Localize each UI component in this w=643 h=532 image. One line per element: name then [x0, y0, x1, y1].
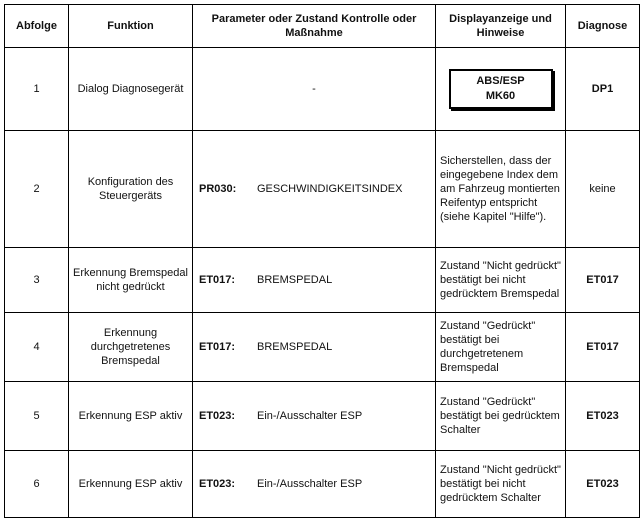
display-cell: Sicherstellen, dass der eingegebene Index dem am Fahrzeug montierten Reifentyp entspricht (siehe Kapitel "Hilfe"). — [436, 131, 566, 248]
step-cell: 5 — [5, 382, 69, 451]
diagnosis-cell: ET023 — [566, 382, 640, 451]
table-row — [5, 313, 640, 382]
parameter-code: ET023: — [199, 478, 236, 490]
parameter-name: BREMSPEDAL — [257, 274, 333, 286]
parameter-code: PR030: — [199, 183, 237, 195]
display-cell: Zustand "Nicht gedrückt" bestätigt bei nicht gedrücktem Schalter — [436, 451, 566, 518]
table-row — [5, 382, 640, 451]
function-cell: Konfiguration des Steuergeräts — [69, 131, 193, 248]
function-cell: Erkennung ESP aktiv — [69, 451, 193, 518]
parameter-name: BREMSPEDAL — [257, 341, 333, 353]
parameter-cell — [193, 248, 436, 313]
step-cell: 6 — [5, 451, 69, 518]
table-row — [5, 451, 640, 518]
display-box-line1: ABS/ESP — [476, 75, 525, 87]
header-display: Displayanzeige und Hinweise — [436, 5, 566, 48]
diagnosis-cell: DP1 — [566, 48, 640, 131]
diagnosis-cell: ET023 — [566, 451, 640, 518]
header-parameter: Parameter oder Zustand Kontrolle oder Maßnahme — [193, 5, 436, 48]
parameter-name: - — [312, 83, 316, 95]
parameter-code: ET023: — [199, 410, 236, 422]
display-cell: Zustand "Nicht gedrückt" bestätigt bei nicht gedrücktem Bremspedal — [436, 248, 566, 313]
parameter-cell — [193, 382, 436, 451]
parameter-name: Ein-/Ausschalter ESP — [257, 478, 363, 490]
display-cell: Zustand "Gedrückt" bestätigt bei gedrücktem Schalter — [436, 382, 566, 451]
parameter-name: GESCHWINDIGKEITSINDEX — [257, 183, 403, 195]
parameter-cell — [193, 313, 436, 382]
function-cell: Erkennung Bremspedal nicht gedrückt — [69, 248, 193, 313]
header-diagnosis: Diagnose — [566, 5, 640, 48]
display-screen-box — [449, 69, 553, 109]
parameter-cell — [193, 131, 436, 248]
parameter-code: ET017: — [199, 274, 236, 286]
diagnosis-cell: keine — [566, 131, 640, 248]
step-cell: 3 — [5, 248, 69, 313]
diagnosis-table — [4, 4, 640, 518]
diagnosis-cell: ET017 — [566, 248, 640, 313]
table-row — [5, 131, 640, 248]
display-cell: Zustand "Gedrückt" bestätigt bei durchgetretenem Bremspedal — [436, 313, 566, 382]
step-cell: 2 — [5, 131, 69, 248]
function-cell: Erkennung durchgetretenes Bremspedal — [69, 313, 193, 382]
parameter-name: Ein-/Ausschalter ESP — [257, 410, 363, 422]
parameter-cell — [193, 48, 436, 131]
parameter-cell — [193, 451, 436, 518]
table-header-row — [5, 5, 640, 48]
display-cell — [436, 48, 566, 131]
step-cell: 1 — [5, 48, 69, 131]
header-function: Funktion — [69, 5, 193, 48]
table-row — [5, 48, 640, 131]
header-step: Abfolge — [5, 5, 69, 48]
function-cell: Dialog Diagnosegerät — [69, 48, 193, 131]
function-cell: Erkennung ESP aktiv — [69, 382, 193, 451]
diagnosis-cell: ET017 — [566, 313, 640, 382]
step-cell: 4 — [5, 313, 69, 382]
parameter-code: ET017: — [199, 341, 236, 353]
table-row — [5, 248, 640, 313]
display-box-line2: MK60 — [485, 90, 516, 102]
